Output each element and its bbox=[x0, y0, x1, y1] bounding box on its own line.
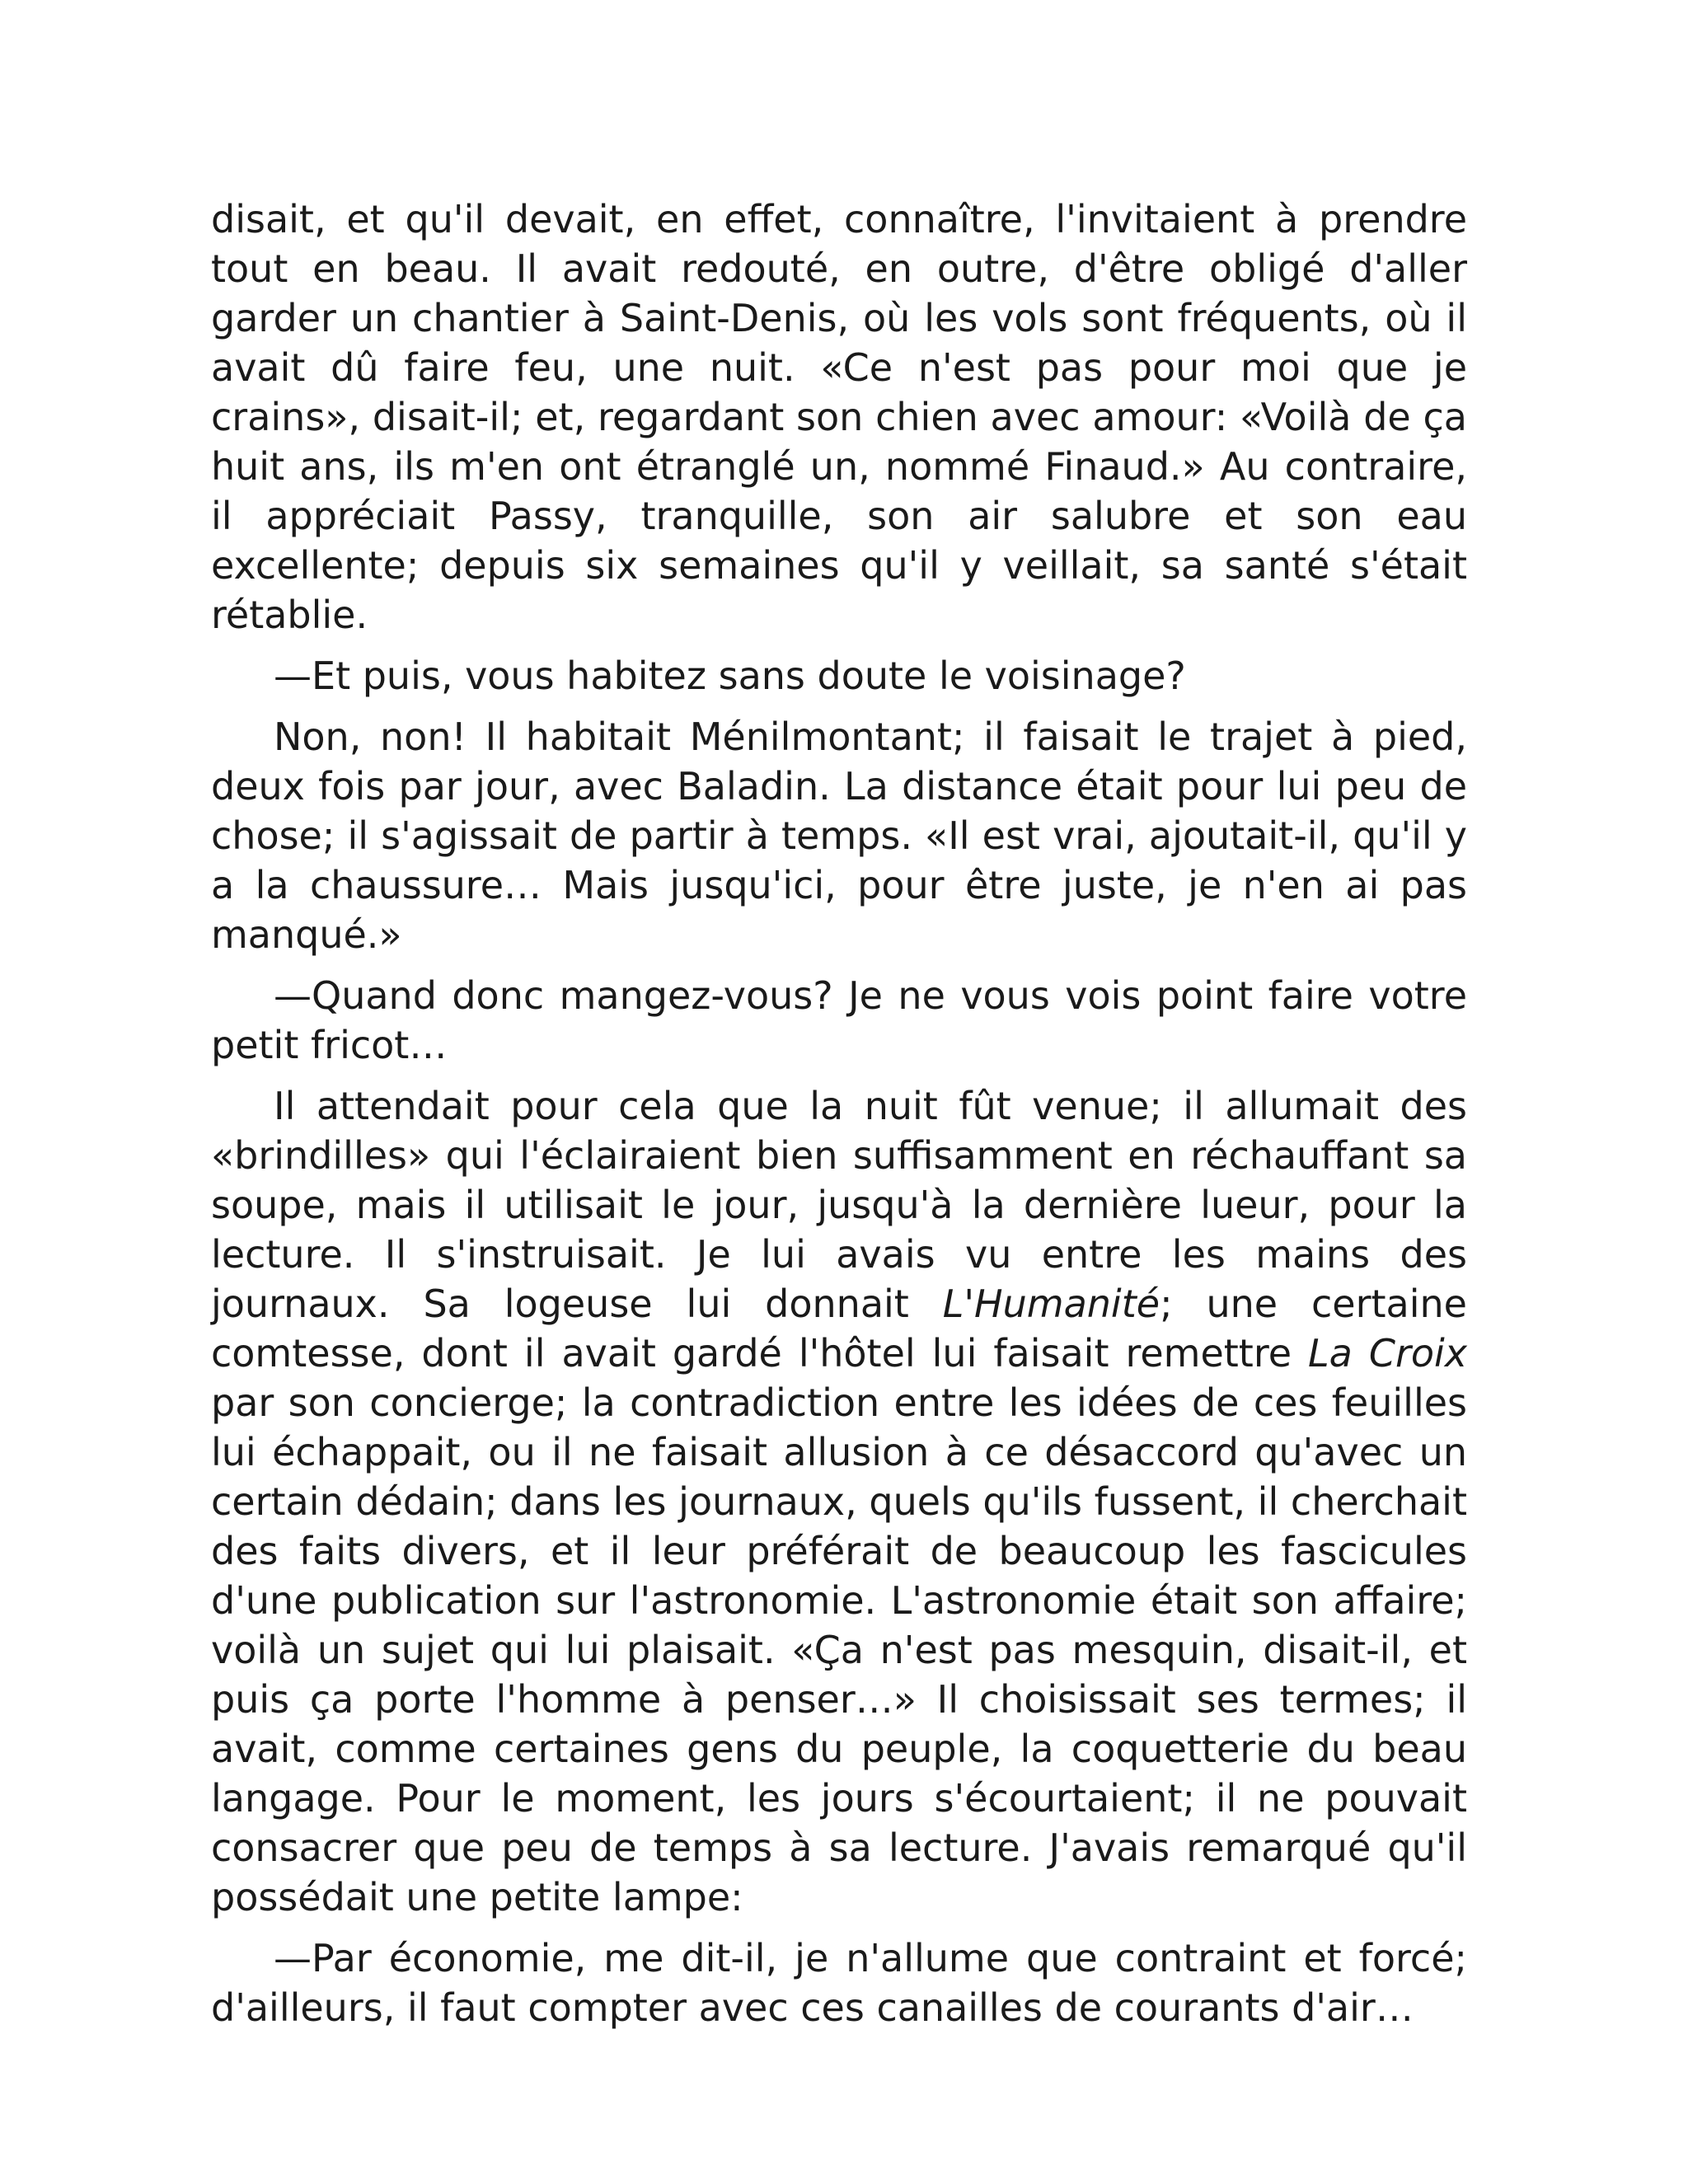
text-segment: Il attendait pour cela que la nuit fût venue; il allumait des «brindilles» qui l'éclairaient bien suffisamment en réchauffant sa soupe, mais il utilisait le jour, jusqu'à la dernière lueur, pour la lecture. Il s'instruisait. Je lui avais vu entre les mains des journaux. Sa logeuse lui donnait bbox=[211, 1084, 1467, 1326]
paragraph bbox=[211, 1933, 1467, 2032]
text-segment: —Et puis, vous habitez sans doute le voisinage? bbox=[274, 654, 1186, 698]
text-segment: —Quand donc mangez-vous? Je ne vous vois point faire votre petit fricot… bbox=[211, 973, 1467, 1067]
text-segment: Non, non! Il habitait Ménilmontant; il faisait le trajet à pied, deux fois par jour, avec Baladin. La distance était pour lui peu de chose; il s'agissait de partir à temps. «Il est vrai, ajoutait-il, qu'il y a la chaussure… Mais jusqu'ici, pour être juste, je n'en ai pas manqué.» bbox=[211, 715, 1467, 957]
document-page bbox=[211, 194, 1467, 2044]
text-segment: par son concierge; la contradiction entre les idées de ces feuilles lui échappait, ou il ne faisait allusion à ce désaccord qu'avec un certain dédain; dans les journaux, quels qu'ils fussent, il cherchait des faits divers, et il leur préférait de beaucoup les fascicules d'une publication sur l'astronomie. L'astronomie était son affaire; voilà un sujet qui lui plaisait. «Ça n'est pas mesquin, disait-il, et puis ça porte l'homme à penser…» Il choisissait ses termes; il avait, comme certaines gens du peuple, la coquetterie du beau langage. Pour le moment, les jours s'écourtaient; il ne pouvait consacrer que peu de temps à sa lecture. J'avais remarqué qu'il possédait une petite lampe: bbox=[211, 1380, 1467, 1919]
italic-title: L'Humanité bbox=[942, 1282, 1160, 1326]
paragraph bbox=[211, 651, 1467, 701]
text-segment: disait, et qu'il devait, en effet, connaître, l'invitaient à prendre tout en beau. Il avait redouté, en outre, d'être obligé d'aller garder un chantier à Saint-Denis, où les vols sont fréquents, où il avait dû faire feu, une nuit. «Ce n'est pas pour moi que je crains», disait-il; et, regardant son chien avec amour: «Voilà de ça huit ans, ils m'en ont étranglé un, nommé Finaud.» Au contraire, il appréciait Passy, tranquille, son air salubre et son eau excellente; depuis six semaines qu'il y veillait, sa santé s'était rétablie. bbox=[211, 197, 1467, 637]
paragraph bbox=[211, 971, 1467, 1070]
text-segment: —Par économie, me dit-il, je n'allume que contraint et forcé; d'ailleurs, il faut compter avec ces canailles de courants d'air… bbox=[211, 1936, 1467, 2030]
text-segment: ; une certaine comtesse, dont il avait gardé l'hôtel lui faisait remettre bbox=[211, 1282, 1467, 1376]
paragraph bbox=[211, 1081, 1467, 1922]
paragraph bbox=[211, 712, 1467, 959]
paragraph bbox=[211, 194, 1467, 640]
italic-title: La Croix bbox=[1308, 1331, 1468, 1376]
